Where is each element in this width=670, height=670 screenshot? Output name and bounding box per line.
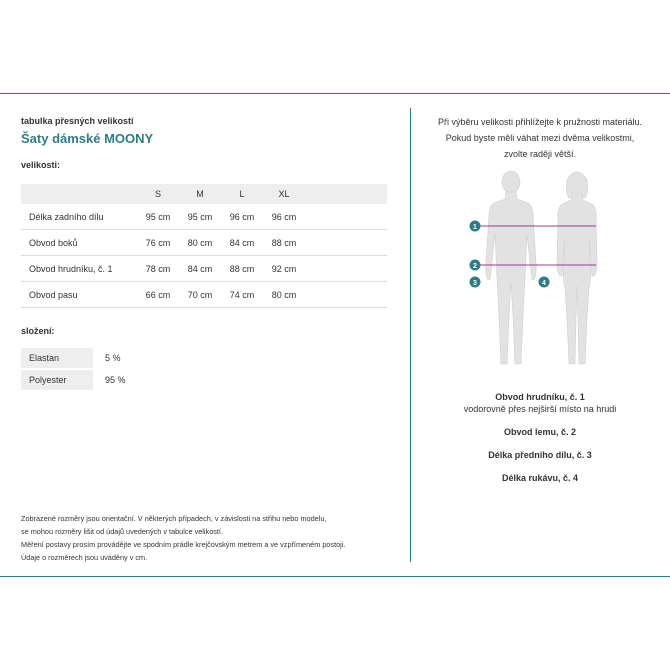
table-subtitle: tabulka přesných velikostí [21,116,134,126]
filler-cell [305,230,387,256]
marker-3 [470,277,481,288]
size-advice [420,114,660,162]
marker-2-label: 2 [473,263,477,270]
cell-value: 88 cm [263,230,305,256]
cell-value: 96 cm [263,204,305,230]
advice-line: zvolte raději větší. [503,149,577,159]
sizes-label: velikosti: [21,160,61,170]
legend-item-4-title: Délka rukávu, č. 4 [501,473,579,483]
header-empty-cell [21,184,137,204]
composition-row [21,370,387,390]
cell-value: 96 cm [221,204,263,230]
size-notes [21,512,391,564]
cell-value: 84 cm [179,256,221,282]
cell-value: 66 cm [137,282,179,308]
table-row [21,282,387,308]
product-title: Šaty dámské MOONY [21,131,154,146]
cell-value: 80 cm [263,282,305,308]
filler-cell [305,282,387,308]
marker-2 [470,260,481,271]
filler-cell [305,204,387,230]
cell-value: 95 cm [179,204,221,230]
composition-table [21,348,387,390]
cell-value: 74 cm [221,282,263,308]
material-percent: 5 % [105,353,121,363]
marker-1 [470,221,481,232]
measurement-legend [420,392,660,483]
header-filler-cell [305,184,387,204]
cell-value: 84 cm [221,230,263,256]
table-row [21,204,387,230]
legend-item-1-title: Obvod hrudníku, č. 1 [495,392,585,402]
column-divider [410,108,411,562]
advice-line: Pokud byste měli váhat mezi dvěma velikostmi, [445,133,635,143]
note-line: se mohou rozměry lišit od údajů uvedených v tabulce velikostí. [21,527,223,536]
cell-value: 76 cm [137,230,179,256]
legend-item-1-desc: vodorovně přes nejširší místo na hrudi [463,404,617,414]
legend-item-2-title: Obvod lemu, č. 2 [503,427,577,437]
size-header-row [21,184,387,204]
cell-value: 88 cm [221,256,263,282]
row-label: Obvod pasu [21,282,137,308]
cell-value: 95 cm [137,204,179,230]
size-header-m: M [179,184,221,204]
size-table [21,184,387,308]
row-label: Obvod boků [21,230,137,256]
marker-4-label: 4 [542,280,546,287]
table-row [21,256,387,282]
male-figure-silhouette [486,171,537,364]
size-header-xl: XL [263,184,305,204]
composition-label: složení: [21,326,55,336]
note-line: Údaje o rozměrech jsou uváděny v cm. [21,553,148,562]
measurement-figures [420,168,660,373]
material-name: Polyester [21,370,93,390]
cell-value: 92 cm [263,256,305,282]
note-line: Měření postavy prosím provádějte ve spodním prádle krejčovským metrem a ve vzpřímeném postoji. [21,540,346,549]
marker-3-label: 3 [473,280,477,287]
table-row [21,230,387,256]
row-label: Obvod hrudníku, č. 1 [21,256,137,282]
marker-4 [539,277,550,288]
female-figure-silhouette [557,172,597,364]
note-line: Zobrazené rozměry jsou orientační. V některých případech, v závislosti na střihu nebo modelu, [21,514,327,523]
material-name: Elastan [21,348,93,368]
marker-1-label: 1 [473,224,477,231]
row-label: Délka zadního dílu [21,204,137,230]
size-header-s: S [137,184,179,204]
filler-cell [305,256,387,282]
legend-item-3-title: Délka předního dílu, č. 3 [488,450,592,460]
size-table-panel [21,116,387,392]
composition-row [21,348,387,368]
material-percent: 95 % [105,375,126,385]
cell-value: 70 cm [179,282,221,308]
advice-line: Při výběru velikosti přihlížejte k pružnosti materiálu. [437,117,643,127]
size-header-l: L [221,184,263,204]
cell-value: 80 cm [179,230,221,256]
cell-value: 78 cm [137,256,179,282]
